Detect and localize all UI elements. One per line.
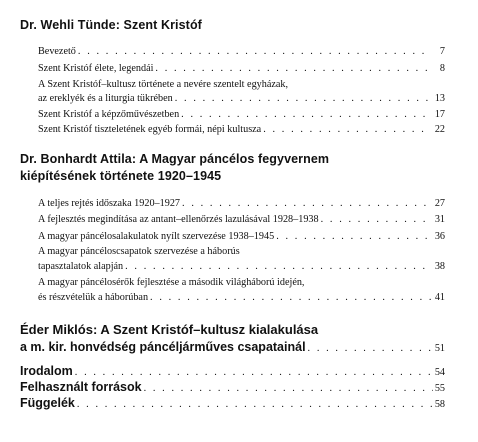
toc-entry[interactable] [38,214,445,226]
toc-entry-fuggelek[interactable] [20,396,445,412]
leader-dots [125,261,431,273]
entry-title: Szent Kristóf élete, legendái [38,63,154,74]
page-number: 13 [434,93,445,104]
page-number: 22 [434,124,445,135]
toc-entry-irodalom[interactable] [20,364,445,380]
leader-dots [77,397,433,412]
leader-dots [181,109,431,121]
entry-title: Bevezető [38,46,76,57]
toc-entry[interactable] [38,93,445,105]
leader-dots [321,214,431,226]
leader-dots [155,63,431,75]
entry-title: Függelék [20,396,75,410]
page-number: 31 [434,214,445,225]
toc-entry[interactable] [38,109,445,121]
entry-title: Irodalom [20,364,73,378]
entry-title: Szent Kristóf a képzőművészetben [38,109,180,120]
leader-dots [175,93,431,105]
entry-title: Felhasznált források [20,380,142,394]
section-title-bonhardt-line1: Dr. Bonhardt Attila: A Magyar páncélos fegyvernem [20,152,330,166]
toc-entry[interactable] [38,198,445,210]
section-title-eder-line1: Éder Miklós: A Szent Kristóf–kultusz kialakulása [20,322,319,337]
entry-title: Szent Kristóf tiszteletének egyéb formái, népi kultusza [38,124,262,135]
entry-title: az ereklyék és a liturgia tükrében [38,93,173,104]
page-number: 54 [434,367,445,378]
page-number: 55 [434,383,445,394]
page-number: 51 [434,343,445,354]
leader-dots [182,198,431,210]
entry-title: és részvételük a háborúban [38,292,149,303]
entry-title: A fejlesztés megindítása az antant–ellenőrzés lazulásával 1928–1938 [38,214,319,225]
page-number: 38 [434,261,445,272]
leader-dots [263,124,431,136]
leader-dots [75,365,433,380]
page-number: 27 [434,198,445,209]
toc-entry[interactable] [38,124,445,136]
toc-entry[interactable] [38,261,445,273]
entry-title-line1: A magyar páncélosérők fejlesztése a második világháború idején, [38,277,305,288]
entry-title: A teljes rejtés időszaka 1920–1927 [38,198,181,209]
page-number: 7 [439,46,445,57]
entry-title-line1: A magyar páncéloscsapatok szervezése a háborús [38,246,240,257]
page-number: 36 [434,231,445,242]
page-number: 17 [434,109,445,120]
page-number: 8 [439,63,445,74]
section-title-wehli: Dr. Wehli Tünde: Szent Kristóf [20,18,202,32]
leader-dots [308,341,433,356]
entry-title: tapasztalatok alapján [38,261,124,272]
toc-entry[interactable] [38,231,445,243]
entry-title-line1: A Szent Kristóf–kultusz története a nevére szentelt egyházak, [38,79,289,90]
toc-entry[interactable] [38,292,445,304]
leader-dots [78,46,431,58]
toc-entry-forrasok[interactable] [20,380,445,396]
page-number: 58 [434,399,445,410]
page-number: 41 [434,292,445,303]
toc-entry[interactable] [38,46,445,58]
entry-title: A magyar páncélosalakulatok nyílt szervezése 1938–1945 [38,231,275,242]
leader-dots [144,381,433,396]
leader-dots [150,292,431,304]
toc-entry-eder[interactable] [20,340,445,356]
leader-dots [276,231,431,243]
section-title-bonhardt-line2: kiépítésének története 1920–1945 [20,169,222,183]
toc-entry[interactable] [38,63,445,75]
section-title-eder-line2: a m. kir. honvédség páncéljárműves csapatainál [20,340,306,354]
